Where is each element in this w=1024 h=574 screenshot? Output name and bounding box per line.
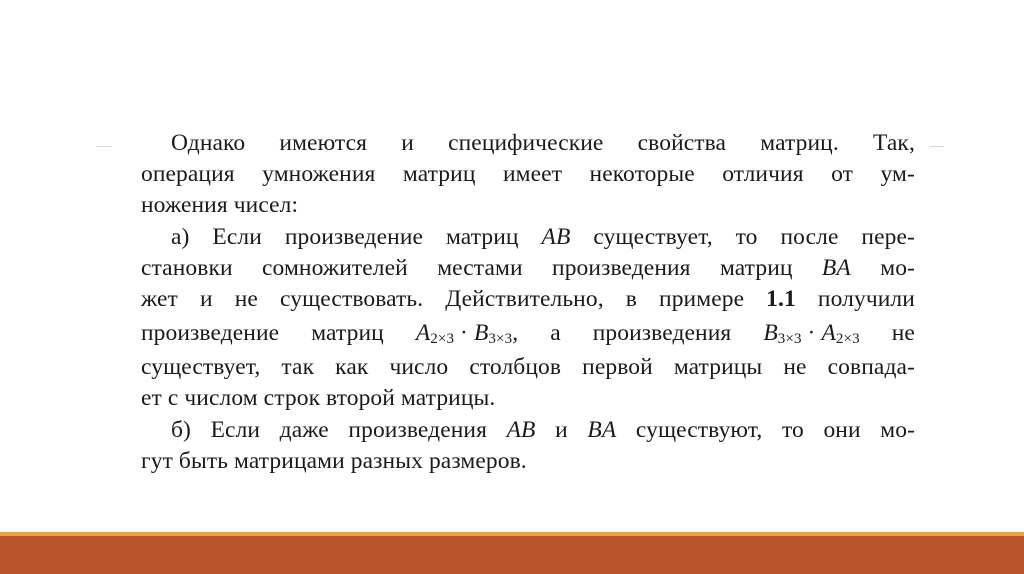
word: специфические xyxy=(448,130,604,156)
word: не xyxy=(783,354,807,381)
word: число xyxy=(389,354,449,381)
word: произведение xyxy=(141,320,280,347)
word: имеются xyxy=(279,130,368,156)
word: то xyxy=(781,416,804,443)
word: первой xyxy=(582,354,653,381)
matrix-product-ab: AB xyxy=(506,416,536,443)
example-number: 1.1 xyxy=(766,285,796,312)
word: и xyxy=(401,130,414,156)
word: матрицы xyxy=(673,354,763,381)
word: Если xyxy=(212,223,262,250)
word: они xyxy=(823,416,861,443)
footer-bar xyxy=(0,536,1024,574)
paragraph1-line1 xyxy=(141,128,915,159)
word: матриц xyxy=(719,254,793,281)
matrix-product-ba: BA xyxy=(821,254,851,281)
word: местами xyxy=(437,254,523,281)
item-a-line5 xyxy=(141,352,915,383)
word: матриц xyxy=(445,223,519,250)
formula-a-times-b xyxy=(416,315,518,352)
matrix-symbol: B xyxy=(763,320,778,347)
item-a-line1 xyxy=(141,222,915,253)
matrix-product-ab: AB xyxy=(541,223,571,250)
matrix-symbol: B xyxy=(473,320,489,347)
dot-operator: · xyxy=(460,320,468,347)
word: даже xyxy=(279,416,329,443)
formula-b-times-a xyxy=(763,315,859,352)
word: не xyxy=(234,285,258,312)
word: Действительно, xyxy=(445,285,604,312)
word: получили xyxy=(817,285,915,312)
punctuation: , xyxy=(512,320,519,347)
word: после xyxy=(780,223,839,250)
word: б) xyxy=(171,416,191,443)
word: совпада- xyxy=(827,354,915,381)
word: то xyxy=(735,223,758,250)
item-b-line1 xyxy=(141,415,915,446)
item-b-line2: гут быть матрицами разных размеров. xyxy=(141,447,527,474)
word: столбцов xyxy=(469,354,562,381)
matrix-symbol: A xyxy=(821,320,836,347)
paragraph1-line2 xyxy=(141,159,915,190)
word: а) xyxy=(171,223,190,250)
word: мо- xyxy=(880,254,915,281)
word: становки xyxy=(141,254,233,281)
item-a-line2 xyxy=(141,253,915,284)
word: в xyxy=(625,285,637,312)
word: и xyxy=(555,416,568,443)
word: матриц xyxy=(402,161,476,188)
word: произведение xyxy=(284,223,424,250)
word: умножения xyxy=(262,161,376,188)
word: ум- xyxy=(880,161,915,188)
word: некоторые xyxy=(589,161,695,188)
matrix-size: 2×3 xyxy=(430,331,455,348)
item-a-line6: ет с числом строк второй матрицы. xyxy=(141,385,496,412)
word: Если xyxy=(210,416,261,443)
word: Однако xyxy=(171,130,246,156)
word: матриц. xyxy=(760,130,839,156)
decorative-tick-right xyxy=(930,146,944,147)
word: матриц xyxy=(311,320,384,347)
word: существуют, xyxy=(635,416,763,443)
word: жет xyxy=(141,285,178,312)
matrix-product-ba: BA xyxy=(587,416,617,443)
decorative-tick-left xyxy=(97,146,111,147)
dot-operator: · xyxy=(807,320,816,347)
word: а xyxy=(550,320,561,347)
word: существовать. xyxy=(280,285,424,312)
word: имеет xyxy=(502,161,563,188)
matrix-size: 2×3 xyxy=(835,331,860,348)
word: от xyxy=(831,161,853,188)
word: сомножителей xyxy=(262,254,408,281)
word: не xyxy=(891,320,915,347)
word: пере- xyxy=(861,223,915,250)
matrix-size: 3×3 xyxy=(777,331,802,348)
word: произведения xyxy=(592,320,732,347)
word: операция xyxy=(141,161,235,188)
word: Так, xyxy=(873,130,915,156)
paragraph1-line3: ножения чисел: xyxy=(141,192,299,219)
word: так xyxy=(281,354,315,381)
word: мо- xyxy=(880,416,915,443)
word: существует, xyxy=(593,223,713,250)
word: и xyxy=(200,285,213,312)
word: существует, xyxy=(141,354,261,381)
word: как xyxy=(335,354,369,381)
scanned-text-block xyxy=(141,128,915,477)
matrix-symbol: A xyxy=(415,320,431,347)
word: произведения xyxy=(552,254,691,281)
matrix-size: 3×3 xyxy=(488,331,513,348)
item-a-line3 xyxy=(141,284,915,315)
item-a-line4 xyxy=(141,315,915,352)
word: свойства xyxy=(637,130,727,156)
word: отличия xyxy=(722,161,804,188)
word: примере xyxy=(659,285,745,312)
word: произведения xyxy=(348,416,487,443)
